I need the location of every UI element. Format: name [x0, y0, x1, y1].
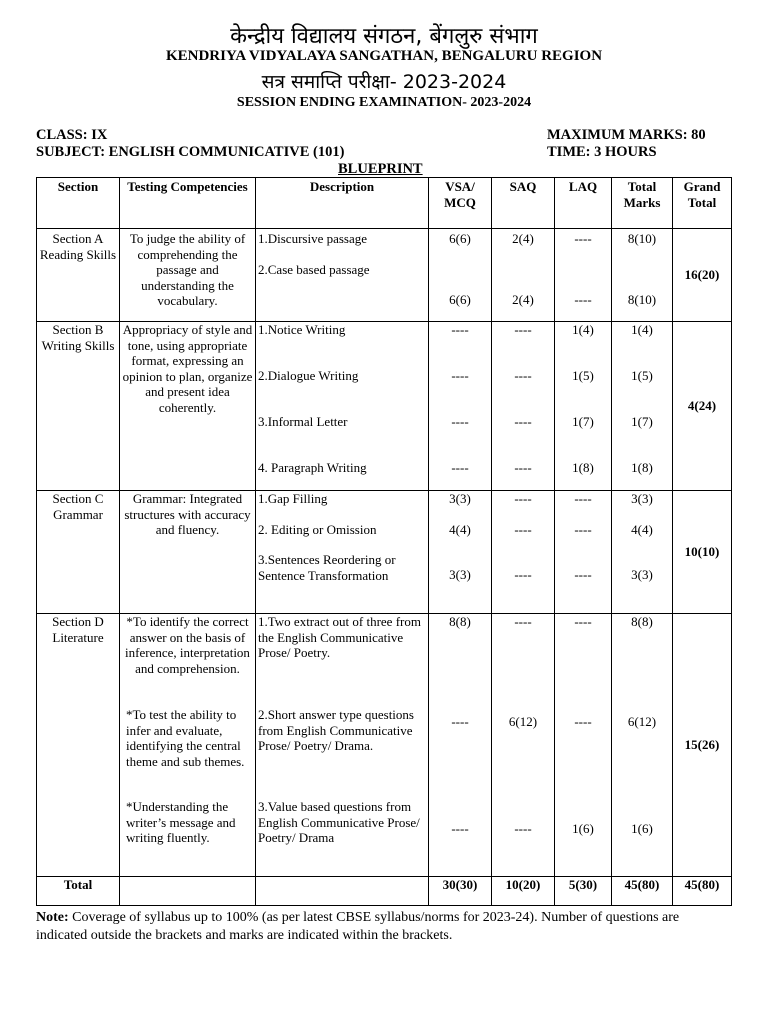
description-cell: [256, 229, 429, 322]
description-item: 2.Short answer type questions from English Communicative Prose/ Poetry/ Drama.: [258, 707, 414, 753]
competency: To judge the ability of comprehending the passage and understanding the vocabulary.: [120, 229, 256, 322]
value: ----: [514, 460, 532, 475]
value: 8(8): [631, 614, 653, 629]
laq-cell: [555, 229, 612, 322]
value: 1(6): [572, 821, 594, 836]
description-item: 3.Value based questions from English Communicative Prose/ Poetry/ Drama: [258, 799, 420, 845]
header-section: Section: [37, 178, 120, 229]
note: [36, 909, 731, 945]
vsa-cell: [429, 229, 492, 322]
value: ----: [451, 714, 469, 729]
value: 1(6): [631, 821, 653, 836]
value: ----: [514, 522, 532, 537]
grand-total-cell: 15(26): [673, 614, 732, 877]
saq-cell: [492, 491, 555, 614]
total-grand: 45(80): [673, 877, 732, 906]
value: 3(3): [449, 491, 471, 506]
description-item: 1.Gap Filling: [258, 491, 328, 506]
value: 1(8): [631, 460, 653, 475]
description-item: 2. Editing or Omission: [258, 522, 377, 537]
value: 1(7): [572, 414, 594, 429]
value: ----: [514, 567, 532, 582]
competency: *Understanding the writer’s message and writing fluently.: [126, 799, 236, 845]
subject-label: SUBJECT: ENGLISH COMMUNICATIVE (101): [36, 144, 345, 160]
header-laq: LAQ: [555, 178, 612, 229]
saq-cell: [492, 322, 555, 491]
value: ----: [514, 322, 532, 337]
value: 1(7): [631, 414, 653, 429]
vsa-cell: [429, 491, 492, 614]
blueprint-table: [36, 177, 732, 906]
total-cell: [612, 491, 673, 614]
value: 4(4): [449, 522, 471, 537]
section-name: Section B Writing Skills: [37, 322, 120, 491]
value: 1(5): [572, 368, 594, 383]
value: ----: [514, 368, 532, 383]
value: ----: [574, 292, 592, 307]
table-row: [37, 322, 732, 491]
max-marks-label: MAXIMUM MARKS: 80: [547, 127, 706, 143]
value: ----: [574, 522, 592, 537]
value: 6(12): [508, 714, 538, 729]
table-header-row: [37, 178, 732, 229]
value: ----: [514, 614, 532, 629]
total-saq: 10(20): [492, 877, 555, 906]
hindi-title: केन्द्रीय विद्यालय संगठन, बेंगलुरु संभाग: [230, 24, 538, 49]
description-item: 4. Paragraph Writing: [258, 460, 367, 475]
description-item: 1.Discursive passage: [258, 231, 368, 246]
total-laq: 5(30): [555, 877, 612, 906]
hindi-exam-title: सत्र समाप्ति परीक्षा- 2023-2024: [261, 71, 507, 93]
description-cell: [256, 322, 429, 491]
value: ----: [514, 491, 532, 506]
description-item: 2.Case based passage: [258, 262, 370, 277]
description-item: 1.Two extract out of three from the English Communicative Prose/ Poetry.: [258, 614, 421, 660]
time-label: TIME: 3 HOURS: [547, 144, 657, 160]
blueprint-heading: BLUEPRINT: [338, 161, 423, 177]
description-item: 3.Sentences Reordering or Sentence Transformation: [258, 552, 396, 583]
value: ----: [574, 614, 592, 629]
description-cell: [256, 491, 429, 614]
header-saq: SAQ: [492, 178, 555, 229]
totals-row: [37, 877, 732, 906]
total-cell: [612, 614, 673, 877]
saq-cell: [492, 229, 555, 322]
value: 2(4): [512, 231, 534, 246]
table-row: [37, 614, 732, 877]
value: 8(10): [627, 231, 657, 246]
total-vsa: 30(30): [429, 877, 492, 906]
grand-total-cell: 10(10): [673, 491, 732, 614]
header-description: Description: [256, 178, 429, 229]
table-row: [37, 491, 732, 614]
value: 1(8): [572, 460, 594, 475]
grand-total-cell: 4(24): [673, 322, 732, 491]
header-grand-total: Grand Total: [673, 178, 732, 229]
saq-cell: [492, 614, 555, 877]
total-marks: 45(80): [612, 877, 673, 906]
exam-title: SESSION ENDING EXAMINATION- 2023-2024: [236, 95, 532, 110]
total-label: Total: [37, 877, 120, 906]
description-item: 3.Informal Letter: [258, 414, 348, 429]
value: 1(4): [572, 322, 594, 337]
value: ----: [574, 567, 592, 582]
section-name: Section C Grammar: [37, 491, 120, 614]
value: 3(3): [631, 491, 653, 506]
value: ----: [574, 714, 592, 729]
value: 6(6): [449, 292, 471, 307]
organization-name: KENDRIYA VIDYALAYA SANGATHAN, BENGALURU REGION: [165, 48, 603, 64]
empty-cell: [256, 877, 429, 906]
value: 8(8): [449, 614, 471, 629]
value: ----: [451, 322, 469, 337]
grand-total-cell: 16(20): [673, 229, 732, 322]
value: ----: [514, 821, 532, 836]
competency: Appropriacy of style and tone, using appropriate format, expressing an opinion to plan, organize and present idea coherently.: [120, 322, 256, 491]
competency: *To identify the correct answer on the basis of inference, interpretation and comprehension.: [125, 614, 250, 676]
value: 6(12): [627, 714, 657, 729]
section-name: Section A Reading Skills: [37, 229, 120, 322]
value: 1(4): [631, 322, 653, 337]
value: ----: [451, 460, 469, 475]
description-item: 2.Dialogue Writing: [258, 368, 359, 383]
empty-cell: [120, 877, 256, 906]
value: ----: [514, 414, 532, 429]
laq-cell: [555, 491, 612, 614]
value: 4(4): [631, 522, 653, 537]
competency: Grammar: Integrated structures with accuracy and fluency.: [120, 491, 256, 614]
value: 8(10): [627, 292, 657, 307]
header-total-marks: Total Marks: [612, 178, 673, 229]
section-name: Section D Literature: [37, 614, 120, 877]
value: 3(3): [449, 567, 471, 582]
vsa-cell: [429, 322, 492, 491]
value: ----: [574, 491, 592, 506]
laq-cell: [555, 614, 612, 877]
description-item: 1.Notice Writing: [258, 322, 346, 337]
competency: *To test the ability to infer and evaluate, identifying the central theme and sub themes.: [126, 707, 245, 769]
value: ----: [451, 414, 469, 429]
total-cell: [612, 322, 673, 491]
value: 3(3): [631, 567, 653, 582]
note-text: Coverage of syllabus up to 100% (as per latest CBSE syllabus/norms for 2023-24). Number of questions are indicated outside the brackets and marks are indicated within the brackets.: [36, 910, 680, 943]
laq-cell: [555, 322, 612, 491]
value: 2(4): [512, 292, 534, 307]
note-label: Note:: [36, 910, 69, 925]
description-cell: [256, 614, 429, 877]
table-row: [37, 229, 732, 322]
value: ----: [574, 231, 592, 246]
competency-cell: [120, 614, 256, 877]
value: ----: [451, 821, 469, 836]
value: 6(6): [449, 231, 471, 246]
vsa-cell: [429, 614, 492, 877]
header-vsa: VSA/ MCQ: [429, 178, 492, 229]
value: ----: [451, 368, 469, 383]
class-label: CLASS: IX: [36, 127, 108, 143]
value: 1(5): [631, 368, 653, 383]
total-cell: [612, 229, 673, 322]
header-competencies: Testing Competencies: [120, 178, 256, 229]
